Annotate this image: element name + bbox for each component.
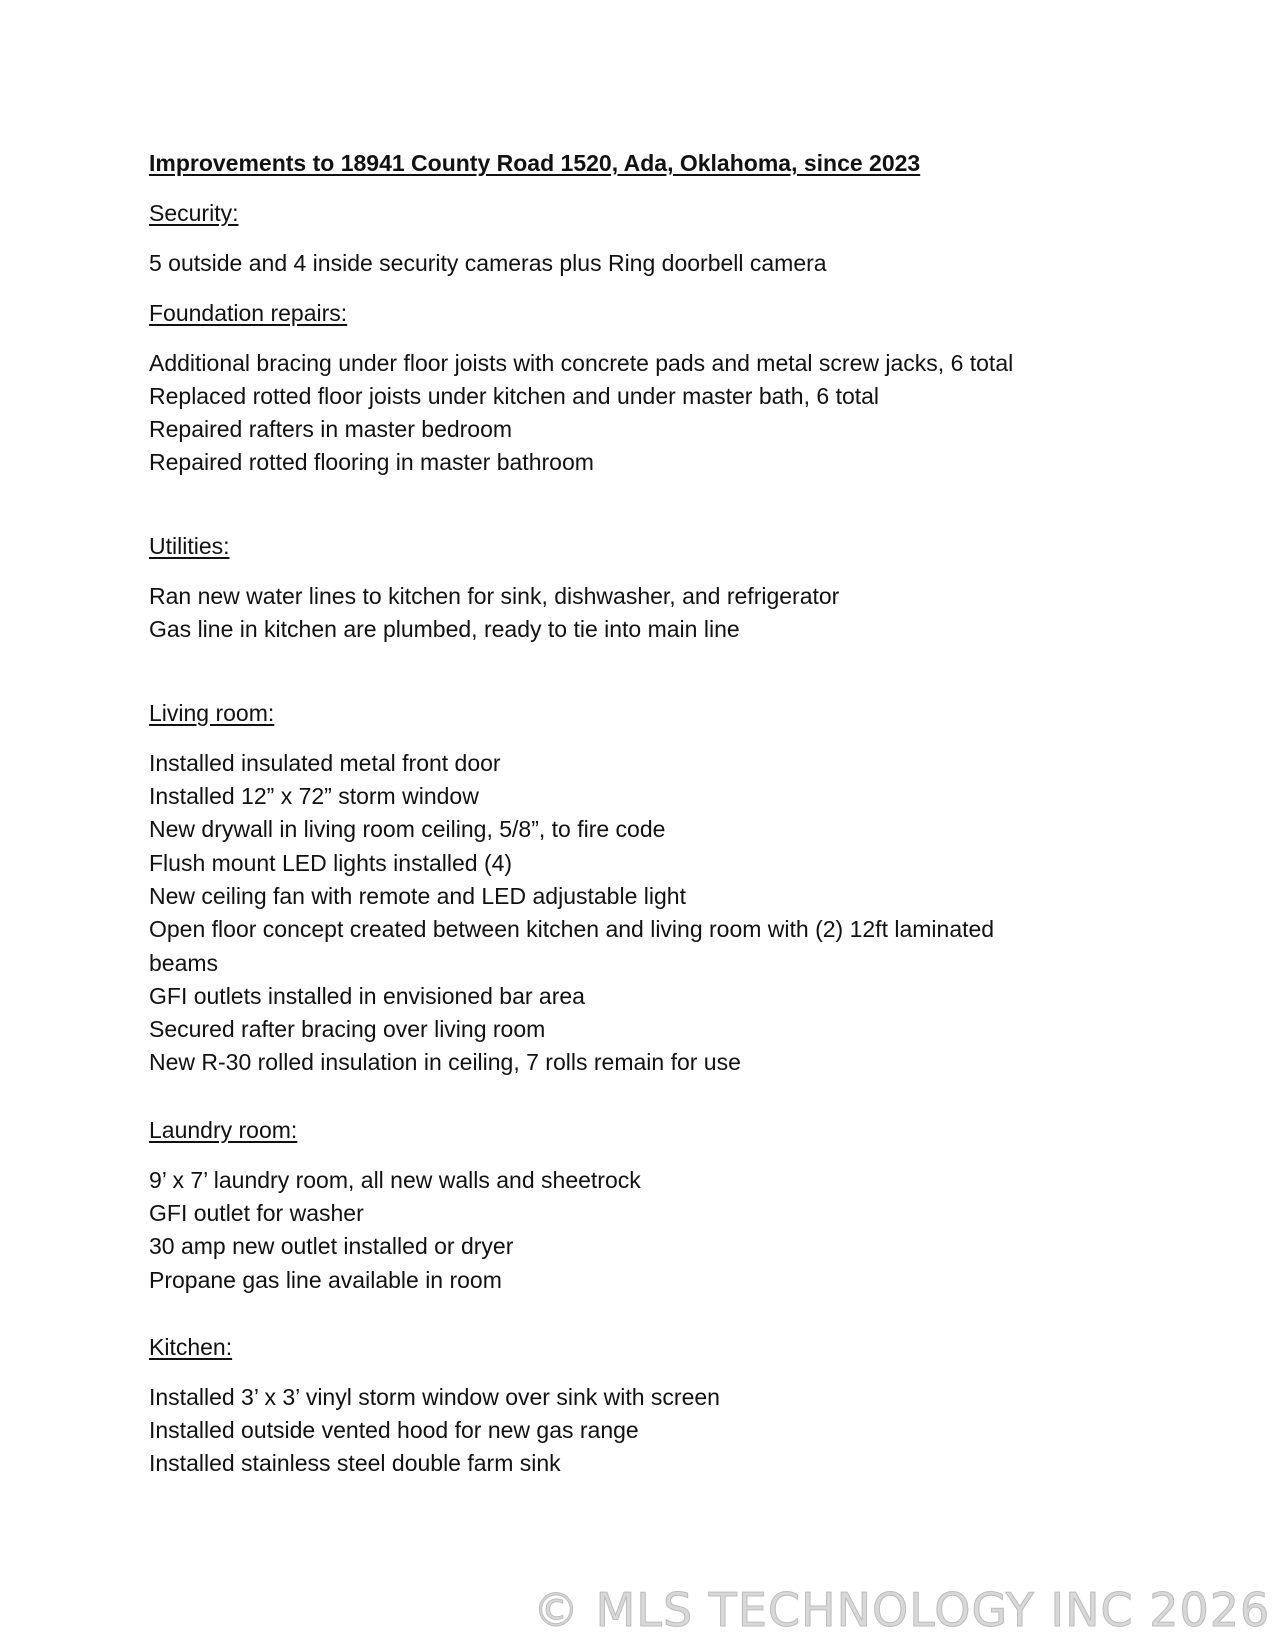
living-room-item: beams	[149, 950, 219, 976]
section-heading-foundation: Foundation repairs:	[149, 300, 348, 326]
living-room-item: Secured rafter bracing over living room	[149, 1016, 546, 1042]
section-heading-living-room: Living room:	[149, 700, 275, 726]
living-room-item: Installed insulated metal front door	[149, 750, 501, 776]
kitchen-item: Installed outside vented hood for new gas range	[149, 1417, 639, 1443]
living-room-item: Installed 12” x 72” storm window	[149, 783, 479, 809]
foundation-item: Additional bracing under floor joists with concrete pads and metal screw jacks, 6 total	[149, 350, 1014, 376]
section-heading-security: Security:	[149, 200, 239, 226]
utilities-item: Gas line in kitchen are plumbed, ready to tie into main line	[149, 616, 740, 642]
utilities-item: Ran new water lines to kitchen for sink, dishwasher, and refrigerator	[149, 583, 840, 609]
laundry-room-item: Propane gas line available in room	[149, 1267, 502, 1293]
foundation-item: Replaced rotted floor joists under kitchen and under master bath, 6 total	[149, 383, 880, 409]
living-room-item: Open floor concept created between kitchen and living room with (2) 12ft laminated	[149, 916, 995, 942]
laundry-room-item: GFI outlet for washer	[149, 1200, 364, 1226]
kitchen-item: Installed 3’ x 3’ vinyl storm window over sink with screen	[149, 1384, 720, 1410]
security-item: 5 outside and 4 inside security cameras plus Ring doorbell camera	[149, 250, 827, 276]
copyright-watermark: © MLS TECHNOLOGY INC 2026	[533, 1583, 1271, 1637]
section-heading-laundry-room: Laundry room:	[149, 1117, 298, 1143]
laundry-room-item: 9’ x 7’ laundry room, all new walls and sheetrock	[149, 1167, 641, 1193]
living-room-item: New R-30 rolled insulation in ceiling, 7 rolls remain for use	[149, 1049, 741, 1075]
section-heading-kitchen: Kitchen:	[149, 1334, 233, 1360]
document-title: Improvements to 18941 County Road 1520, Ada, Oklahoma, since 2023	[149, 150, 921, 176]
foundation-item: Repaired rafters in master bedroom	[149, 416, 513, 442]
foundation-item: Repaired rotted flooring in master bathroom	[149, 449, 594, 475]
living-room-item: GFI outlets installed in envisioned bar area	[149, 983, 585, 1009]
living-room-item: New ceiling fan with remote and LED adjustable light	[149, 883, 686, 909]
living-room-item: Flush mount LED lights installed (4)	[149, 850, 513, 876]
section-heading-utilities: Utilities:	[149, 533, 230, 559]
laundry-room-item: 30 amp new outlet installed or dryer	[149, 1233, 514, 1259]
kitchen-item: Installed stainless steel double farm sink	[149, 1450, 561, 1476]
living-room-item: New drywall in living room ceiling, 5/8”, to fire code	[149, 816, 666, 842]
